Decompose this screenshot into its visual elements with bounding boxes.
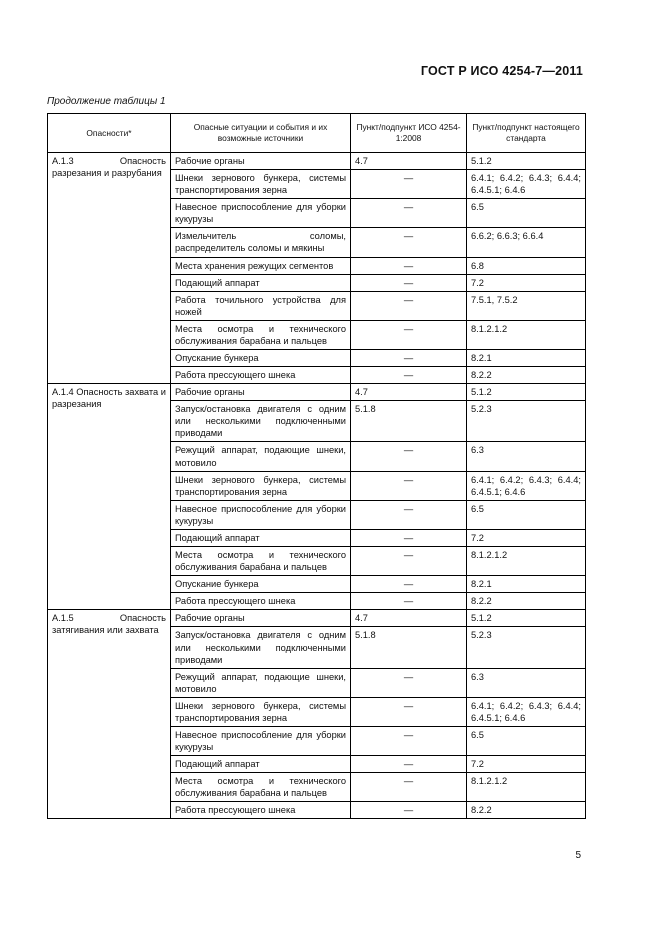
standard-clause-cell: 8.1.2.1.2 bbox=[467, 547, 586, 576]
situation-cell: Работа прессующего шнека bbox=[171, 802, 351, 819]
iso-clause-cell: 4.7 bbox=[351, 384, 467, 401]
table-header-row bbox=[48, 114, 586, 153]
iso-clause-cell: — bbox=[351, 350, 467, 367]
iso-clause-cell: — bbox=[351, 274, 467, 291]
situation-cell: Шнеки зернового бункера, системы транспортирования зерна bbox=[171, 471, 351, 500]
situation-cell: Навесное приспособление для уборки кукурузы bbox=[171, 726, 351, 755]
standard-clause-cell: 6.6.2; 6.6.3; 6.6.4 bbox=[467, 228, 586, 257]
iso-clause-cell: — bbox=[351, 500, 467, 529]
situation-cell: Места осмотра и технического обслуживания барабана и пальцев bbox=[171, 320, 351, 349]
iso-clause-cell: — bbox=[351, 697, 467, 726]
document-header: ГОСТ Р ИСО 4254-7—2011 bbox=[420, 64, 583, 78]
standard-clause-cell: 7.2 bbox=[467, 529, 586, 546]
situation-cell: Запуск/остановка двигателя с одним или несколькими подключенными приводами bbox=[171, 401, 351, 442]
iso-clause-cell: — bbox=[351, 802, 467, 819]
column-header-standard-clause: Пункт/подпункт настоящего стандарта bbox=[467, 114, 586, 153]
table-row bbox=[48, 384, 586, 401]
page-number: 5 bbox=[575, 850, 581, 861]
standard-clause-cell: 8.2.2 bbox=[467, 593, 586, 610]
iso-clause-cell: — bbox=[351, 593, 467, 610]
iso-clause-cell: 4.7 bbox=[351, 610, 467, 627]
iso-clause-cell: — bbox=[351, 773, 467, 802]
iso-clause-cell: 5.1.8 bbox=[351, 401, 467, 442]
situation-cell: Рабочие органы bbox=[171, 610, 351, 627]
standard-clause-cell: 5.1.2 bbox=[467, 610, 586, 627]
table-row bbox=[48, 153, 586, 170]
table-body bbox=[48, 153, 586, 819]
iso-clause-cell: — bbox=[351, 442, 467, 471]
iso-clause-cell: — bbox=[351, 547, 467, 576]
situation-cell: Опускание бункера bbox=[171, 576, 351, 593]
table-row bbox=[48, 610, 586, 627]
situation-cell: Навесное приспособление для уборки кукурузы bbox=[171, 500, 351, 529]
iso-clause-cell: — bbox=[351, 726, 467, 755]
standard-clause-cell: 7.2 bbox=[467, 756, 586, 773]
situation-cell: Подающий аппарат bbox=[171, 274, 351, 291]
column-header-iso-clause: Пункт/подпункт ИСО 4254-1:2008 bbox=[351, 114, 467, 153]
hazards-table bbox=[47, 113, 586, 819]
standard-clause-cell: 6.4.1; 6.4.2; 6.4.3; 6.4.4; 6.4.5.1; 6.4.6 bbox=[467, 170, 586, 199]
situation-cell: Работа прессующего шнека bbox=[171, 367, 351, 384]
standard-clause-cell: 8.1.2.1.2 bbox=[467, 773, 586, 802]
situation-cell: Работа точильного устройства для ножей bbox=[171, 291, 351, 320]
table-caption: Продолжение таблицы 1 bbox=[47, 96, 166, 107]
situation-cell: Места осмотра и технического обслуживания барабана и пальцев bbox=[171, 547, 351, 576]
iso-clause-cell: — bbox=[351, 228, 467, 257]
iso-clause-cell: — bbox=[351, 471, 467, 500]
situation-cell: Рабочие органы bbox=[171, 384, 351, 401]
standard-clause-cell: 6.3 bbox=[467, 668, 586, 697]
iso-clause-cell: 4.7 bbox=[351, 153, 467, 170]
situation-cell: Режущий аппарат, подающие шнеки, мотовило bbox=[171, 668, 351, 697]
situation-cell: Измельчитель соломы, распределитель соломы и мякины bbox=[171, 228, 351, 257]
situation-cell: Подающий аппарат bbox=[171, 756, 351, 773]
standard-clause-cell: 5.2.3 bbox=[467, 401, 586, 442]
standard-clause-cell: 6.8 bbox=[467, 257, 586, 274]
standard-clause-cell: 6.3 bbox=[467, 442, 586, 471]
standard-clause-cell: 7.5.1, 7.5.2 bbox=[467, 291, 586, 320]
hazard-cell: А.1.5 Опасность затягивания или захвата bbox=[48, 610, 171, 819]
iso-clause-cell: — bbox=[351, 170, 467, 199]
situation-cell: Навесное приспособление для уборки кукурузы bbox=[171, 199, 351, 228]
iso-clause-cell: — bbox=[351, 199, 467, 228]
standard-clause-cell: 8.2.1 bbox=[467, 576, 586, 593]
situation-cell: Рабочие органы bbox=[171, 153, 351, 170]
hazard-cell: А.1.3 Опасность разрезания и разрубания bbox=[48, 153, 171, 384]
situation-cell: Работа прессующего шнека bbox=[171, 593, 351, 610]
iso-clause-cell: 5.1.8 bbox=[351, 627, 467, 668]
standard-clause-cell: 6.5 bbox=[467, 726, 586, 755]
standard-clause-cell: 5.1.2 bbox=[467, 153, 586, 170]
situation-cell: Режущий аппарат, подающие шнеки, мотовило bbox=[171, 442, 351, 471]
standard-clause-cell: 8.2.2 bbox=[467, 802, 586, 819]
iso-clause-cell: — bbox=[351, 257, 467, 274]
situation-cell: Места хранения режущих сегментов bbox=[171, 257, 351, 274]
standard-clause-cell: 6.5 bbox=[467, 500, 586, 529]
standard-clause-cell: 5.1.2 bbox=[467, 384, 586, 401]
situation-cell: Подающий аппарат bbox=[171, 529, 351, 546]
standard-clause-cell: 8.1.2.1.2 bbox=[467, 320, 586, 349]
standard-clause-cell: 6.5 bbox=[467, 199, 586, 228]
standard-clause-cell: 8.2.2 bbox=[467, 367, 586, 384]
situation-cell: Места осмотра и технического обслуживания барабана и пальцев bbox=[171, 773, 351, 802]
iso-clause-cell: — bbox=[351, 291, 467, 320]
iso-clause-cell: — bbox=[351, 320, 467, 349]
iso-clause-cell: — bbox=[351, 576, 467, 593]
standard-clause-cell: 8.2.1 bbox=[467, 350, 586, 367]
standard-clause-cell: 6.4.1; 6.4.2; 6.4.3; 6.4.4; 6.4.5.1; 6.4.6 bbox=[467, 697, 586, 726]
iso-clause-cell: — bbox=[351, 529, 467, 546]
iso-clause-cell: — bbox=[351, 367, 467, 384]
column-header-hazards: Опасности* bbox=[48, 114, 171, 153]
hazard-cell: А.1.4 Опасность захвата и разрезания bbox=[48, 384, 171, 610]
standard-clause-cell: 6.4.1; 6.4.2; 6.4.3; 6.4.4; 6.4.5.1; 6.4.6 bbox=[467, 471, 586, 500]
situation-cell: Запуск/остановка двигателя с одним или несколькими подключенными приводами bbox=[171, 627, 351, 668]
situation-cell: Опускание бункера bbox=[171, 350, 351, 367]
standard-clause-cell: 7.2 bbox=[467, 274, 586, 291]
iso-clause-cell: — bbox=[351, 756, 467, 773]
column-header-situations: Опасные ситуации и события и их возможные источники bbox=[171, 114, 351, 153]
standard-clause-cell: 5.2.3 bbox=[467, 627, 586, 668]
situation-cell: Шнеки зернового бункера, системы транспортирования зерна bbox=[171, 697, 351, 726]
iso-clause-cell: — bbox=[351, 668, 467, 697]
situation-cell: Шнеки зернового бункера, системы транспортирования зерна bbox=[171, 170, 351, 199]
